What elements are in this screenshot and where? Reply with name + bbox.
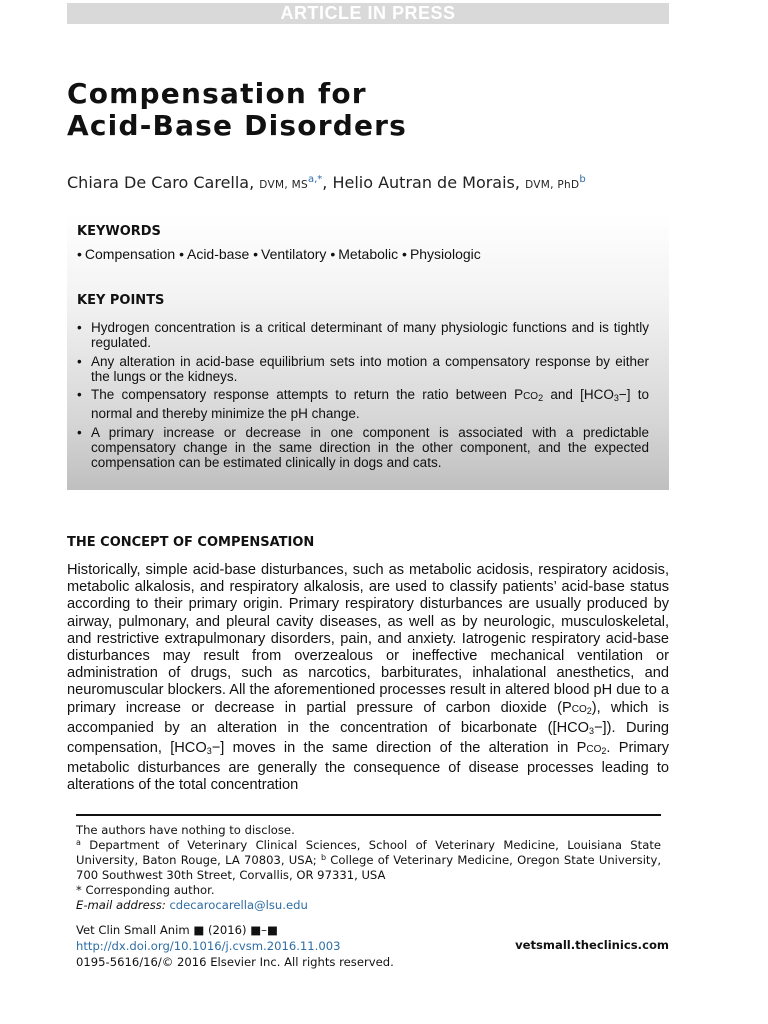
doi-link[interactable]: http://dx.doi.org/10.1016/j.cvsm.2016.11.003: [76, 939, 341, 953]
keyword-bullet: •: [253, 246, 259, 262]
key-point-text: and [HCO: [543, 387, 614, 402]
corresponding-note: * Corresponding author.: [76, 883, 215, 897]
subscript-3: 3: [613, 393, 619, 403]
keyword-item: Acid-base: [186, 246, 250, 262]
keyword-item: Ventilatory: [261, 246, 327, 262]
body-text: −] moves in the same direction of the alteration in P: [211, 740, 587, 757]
journal-info: [76, 922, 394, 970]
footnote-divider: [76, 814, 661, 816]
body-text: . Primary metabolic disturbances are generally the consequence of disease processes leading to alterations of the total concentration: [67, 740, 669, 794]
subscript-3: 3: [589, 725, 595, 736]
title-line-1: Compensation for: [67, 77, 367, 110]
key-points-heading: KEY POINTS: [77, 293, 165, 308]
key-point-text: The compensatory response attempts to return the ratio between P: [91, 387, 524, 402]
author-1-affiliation[interactable]: a,*: [307, 174, 323, 185]
keywords-list: [77, 246, 481, 262]
keywords-heading: KEYWORDS: [77, 224, 161, 239]
affiliation-marker-a: a: [76, 838, 81, 847]
footnotes: [76, 823, 661, 913]
body-text: −]). During compensation, [HCO: [67, 719, 669, 757]
body-paragraph: [67, 562, 669, 795]
affiliation-a: Department of Veterinary Clinical Sciences, School of Veterinary Medicine, Louisiana State University, Baton Rouge, LA 70803, USA;: [76, 838, 661, 867]
article-title: [67, 78, 407, 142]
disclosure-note: The authors have nothing to disclose.: [76, 823, 295, 837]
subscript-2: 2: [586, 705, 592, 716]
key-point-item: [77, 354, 649, 384]
article-in-press-banner: ARTICLE IN PRESS: [67, 3, 669, 24]
keyword-item: Compensation: [84, 246, 176, 262]
title-line-2: Acid-Base Disorders: [67, 109, 408, 142]
email-link[interactable]: cdecarocarella@lsu.edu: [169, 898, 308, 912]
author-1-degree: DVM, MS: [259, 179, 308, 191]
author-separator: ,: [322, 173, 328, 192]
email-note: [76, 898, 661, 913]
body-text: ), which is accompanied by an alteration in the concentration of bicarbonate ([HCO: [67, 699, 670, 736]
body-text: Historically, simple acid-base disturbances, such as metabolic acidosis, respiratory acidosis, metabolic alkalosis, and respiratory alkalosis, are used to classify patients’ acid-base status according to their primary origin. Primary respiratory disturbances are usually produced by airway, pulmonary, and pleural cavity diseases, as well as by neurologic, musculoskeletal, and restrictive extrapulmonary disorders, pain, and anxiety. Iatrogenic respiratory acid-base disturbances may result from overzealous or ineffective mechanical ventilation or administration of drugs, such as narcotics, barbiturates, inhalational anesthetics, and neuromuscular blockers. All the aforementioned processes result in altered blood pH due to a primary increase or decrease in partial pressure of carbon dioxide (P: [67, 562, 669, 716]
author-2-affiliation[interactable]: b: [579, 174, 586, 185]
key-point-text: −] to normal and thereby minimize the pH change.: [91, 387, 649, 421]
keyword-bullet: •: [402, 246, 407, 262]
journal-citation: Vet Clin Small Anim ■ (2016) ■–■: [76, 923, 278, 937]
key-point-text: Hydrogen concentration is a critical determinant of many physiologic functions and is tightly regulated.: [91, 320, 649, 350]
copyright: 0195-5616/16/© 2016 Elsevier Inc. All rights reserved.: [76, 955, 394, 969]
subscript-2: 2: [538, 393, 544, 403]
section-heading: THE CONCEPT OF COMPENSATION: [67, 535, 315, 550]
keyword-item: Physiologic: [409, 246, 481, 262]
pco2-subscript-co: CO: [586, 744, 602, 756]
affiliation-b: College of Veterinary Medicine, Oregon State University, 700 Southwest 30th Street, Corvallis, OR 97331, USA: [76, 853, 662, 882]
affiliation-marker-b: b: [320, 853, 327, 862]
key-point-item: [77, 320, 649, 350]
key-points-list: [77, 320, 649, 473]
pco2-subscript-co: CO: [523, 391, 539, 402]
subscript-2: 2: [601, 746, 607, 757]
affiliations-note: [76, 838, 661, 883]
keyword-item: Metabolic: [338, 246, 399, 262]
keyword-bullet: •: [179, 246, 184, 262]
author-1-name: Chiara De Caro Carella,: [67, 173, 255, 192]
author-2-name: Helio Autran de Morais,: [332, 173, 520, 192]
subscript-3: 3: [206, 746, 212, 757]
key-point-item: [77, 425, 649, 470]
email-label: E-mail address:: [76, 898, 166, 912]
journal-website: vetsmall.theclinics.com: [515, 938, 669, 952]
keyword-bullet: •: [77, 246, 82, 262]
key-point-text: A primary increase or decrease in one component is associated with a predictable compensatory change in the same direction in the other component, and the expected compensation can be estimated clinically in dogs and cats.: [91, 424, 649, 470]
author-2-degree: DVM, PhD: [525, 179, 580, 191]
author-line: [67, 173, 586, 195]
keyword-bullet: •: [330, 246, 336, 262]
key-point-text: Any alteration in acid-base equilibrium sets into motion a compensatory response by either the lungs or the kidneys.: [91, 353, 649, 384]
key-point-item: [77, 387, 649, 421]
pco2-subscript-co: CO: [571, 703, 587, 715]
